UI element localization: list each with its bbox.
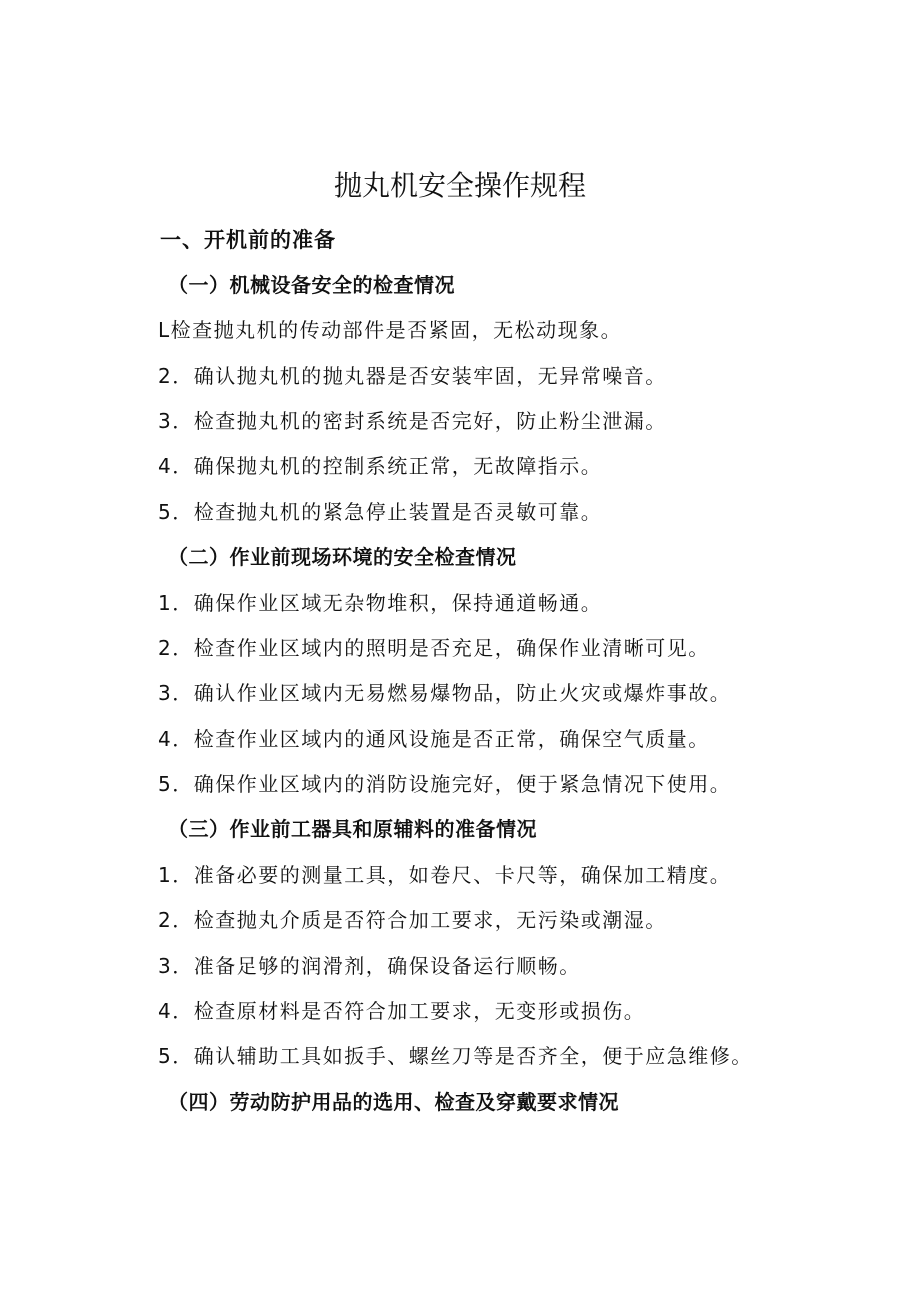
list-item: L检查抛丸机的传动部件是否紧固，无松动现象。 bbox=[158, 318, 623, 342]
list-item: 4．检查原材料是否符合加工要求，无变形或损伤。 bbox=[158, 999, 646, 1023]
list-item: 2．检查抛丸介质是否符合加工要求，无污染或潮湿。 bbox=[158, 908, 667, 932]
list-item: 5．确保作业区域内的消防设施完好，便于紧急情况下使用。 bbox=[158, 772, 732, 796]
list-item: 2．检查作业区域内的照明是否充足，确保作业清晰可见。 bbox=[158, 636, 710, 660]
list-item: 2．确认抛丸机的抛丸器是否安装牢固，无异常噪音。 bbox=[158, 364, 667, 388]
list-item: 3．准备足够的润滑剂，确保设备运行顺畅。 bbox=[158, 954, 581, 978]
section-heading: 一、开机前的准备 bbox=[160, 228, 336, 252]
subsection-heading: （一）机械设备安全的检查情况 bbox=[168, 273, 455, 297]
list-item: 5．确认辅助工具如扳手、螺丝刀等是否齐全，便于应急维修。 bbox=[158, 1044, 753, 1068]
subsection-heading: （三）作业前工器具和原辅料的准备情况 bbox=[168, 817, 537, 841]
list-item: 4．确保抛丸机的控制系统正常，无故障指示。 bbox=[158, 454, 603, 478]
list-item: 4．检查作业区域内的通风设施是否正常，确保空气质量。 bbox=[158, 727, 710, 751]
document-title: 抛丸机安全操作规程 bbox=[333, 169, 586, 202]
list-item: 1．确保作业区域无杂物堆积，保持通道畅通。 bbox=[158, 591, 603, 615]
list-item: 5．检查抛丸机的紧急停止装置是否灵敏可靠。 bbox=[158, 500, 603, 524]
list-item: 3．确认作业区域内无易燃易爆物品，防止火灾或爆炸事故。 bbox=[158, 681, 732, 705]
subsection-heading: （二）作业前现场环境的安全检查情况 bbox=[168, 545, 517, 569]
subsection-heading: （四）劳动防护用品的选用、检查及穿戴要求情况 bbox=[168, 1090, 619, 1114]
list-item: 1．准备必要的测量工具，如卷尺、卡尺等，确保加工精度。 bbox=[158, 863, 732, 887]
list-item: 3．检查抛丸机的密封系统是否完好，防止粉尘泄漏。 bbox=[158, 409, 667, 433]
